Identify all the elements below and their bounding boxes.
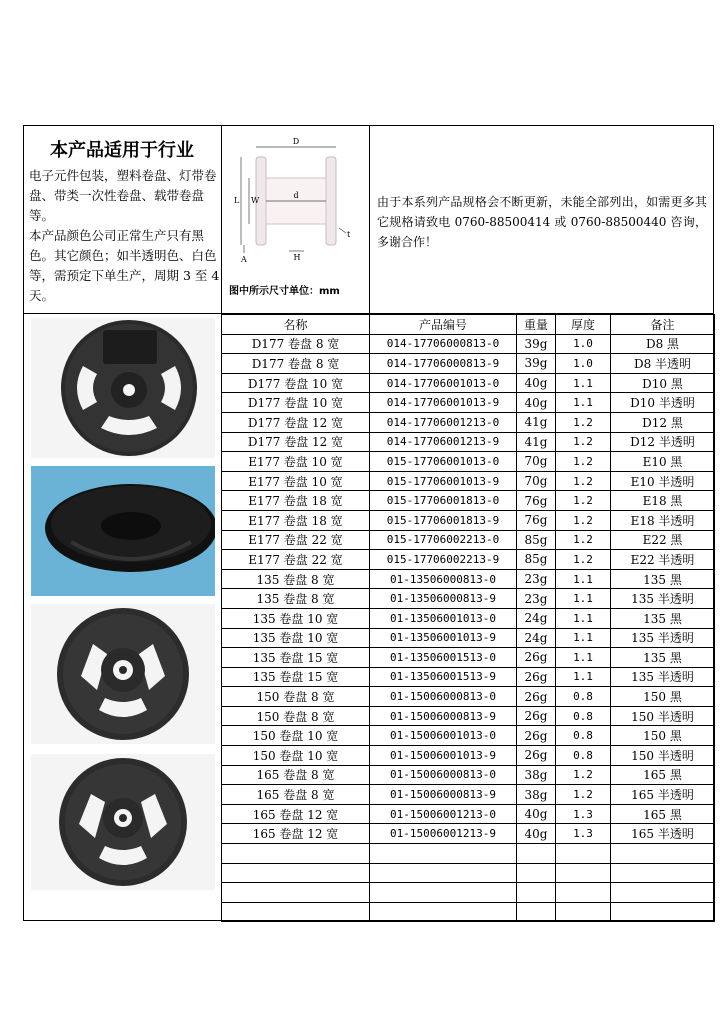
- cell-remark: D12 黑: [611, 412, 715, 432]
- diagram-caption: 图中所示尺寸单位：mm: [229, 286, 340, 297]
- cell-thickness: 1.2: [556, 491, 611, 511]
- cell-name: E177 卷盘 22 宽: [222, 550, 370, 570]
- cell-product-code: 014-17706001213-9: [370, 432, 517, 452]
- table-row: [222, 354, 715, 374]
- cell-remark: D10 黑: [611, 373, 715, 393]
- cell-weight: 24g: [517, 628, 556, 648]
- cell-name: 135 卷盘 15 宽: [222, 648, 370, 668]
- cell-remark: [611, 902, 715, 922]
- cell-product-code: 014-17706000813-0: [370, 334, 517, 354]
- table-row: [222, 589, 715, 609]
- cell-remark: 150 半透明: [611, 706, 715, 726]
- table-row: [222, 785, 715, 805]
- cell-name: 150 卷盘 10 宽: [222, 726, 370, 746]
- cell-thickness: 1.3: [556, 804, 611, 824]
- header-thickness: 厚度: [556, 315, 611, 335]
- cell-name: 165 卷盘 8 宽: [222, 785, 370, 805]
- cell-name: 135 卷盘 8 宽: [222, 589, 370, 609]
- cell-remark: 165 黑: [611, 804, 715, 824]
- cell-thickness: 1.2: [556, 471, 611, 491]
- cell-product-code: 01-13506000813-9: [370, 589, 517, 609]
- table-row: [222, 471, 715, 491]
- cell-product-code: 015-17706001813-9: [370, 510, 517, 530]
- cell-thickness: 1.2: [556, 510, 611, 530]
- cell-product-code: 015-17706001013-9: [370, 471, 517, 491]
- cell-remark: D12 半透明: [611, 432, 715, 452]
- cell-product-code: 014-17706001213-0: [370, 412, 517, 432]
- cell-remark: 135 黑: [611, 608, 715, 628]
- cell-thickness: 1.1: [556, 667, 611, 687]
- dim-label-H: H: [293, 253, 301, 262]
- cell-thickness: 0.8: [556, 706, 611, 726]
- cell-remark: E10 半透明: [611, 471, 715, 491]
- cell-thickness: 1.1: [556, 589, 611, 609]
- table-row: [222, 628, 715, 648]
- cell-weight: 40g: [517, 393, 556, 413]
- cell-weight: 26g: [517, 667, 556, 687]
- cell-product-code: 01-15006001013-9: [370, 746, 517, 766]
- table-row: [222, 608, 715, 628]
- industry-title: 本产品适用于行业: [50, 140, 194, 161]
- cell-thickness: 1.1: [556, 628, 611, 648]
- cell-remark: E10 黑: [611, 452, 715, 472]
- cell-remark: 165 半透明: [611, 785, 715, 805]
- cell-name: D177 卷盘 10 宽: [222, 393, 370, 413]
- cell-weight: 76g: [517, 510, 556, 530]
- cell-product-code: 01-15006001213-9: [370, 824, 517, 844]
- cell-name: D177 卷盘 12 宽: [222, 412, 370, 432]
- cell-name: 135 卷盘 10 宽: [222, 608, 370, 628]
- cell-name: D177 卷盘 8 宽: [222, 354, 370, 374]
- cell-thickness: [556, 902, 611, 922]
- table-row: [222, 804, 715, 824]
- cell-product-code: 014-17706000813-9: [370, 354, 517, 374]
- cell-weight: 26g: [517, 687, 556, 707]
- cell-weight: 40g: [517, 373, 556, 393]
- cell-remark: D8 半透明: [611, 354, 715, 374]
- cell-weight: [517, 883, 556, 903]
- cell-product-code: [370, 902, 517, 922]
- cell-remark: [611, 883, 715, 903]
- reel-dimension-diagram: [229, 133, 363, 273]
- cell-thickness: [556, 844, 611, 864]
- table-row: [222, 569, 715, 589]
- cell-product-code: 015-17706001013-0: [370, 452, 517, 472]
- table-row: [222, 530, 715, 550]
- table-row: [222, 393, 715, 413]
- table-row: [222, 726, 715, 746]
- header-product-code: 产品编号: [370, 315, 517, 335]
- cell-name: E177 卷盘 22 宽: [222, 530, 370, 550]
- dim-label-D: D: [292, 137, 300, 146]
- cell-weight: 23g: [517, 569, 556, 589]
- cell-thickness: 1.1: [556, 373, 611, 393]
- header-remark: 备注: [611, 315, 715, 335]
- notice-text: 由于本系列产品规格会不断更新，未能全部列出，如需更多其它规格请致电 0760-88500414 或 0760-88500440 咨询，多谢合作！: [377, 195, 707, 249]
- cell-thickness: 1.2: [556, 785, 611, 805]
- table-row: [222, 334, 715, 354]
- reel-photo-135: [31, 604, 215, 744]
- cell-name: E177 卷盘 10 宽: [222, 452, 370, 472]
- cell-product-code: [370, 844, 517, 864]
- cell-thickness: 1.1: [556, 648, 611, 668]
- table-row: [222, 452, 715, 472]
- cell-name: 165 卷盘 12 宽: [222, 804, 370, 824]
- cell-product-code: 01-15006001013-0: [370, 726, 517, 746]
- cell-remark: D10 半透明: [611, 393, 715, 413]
- cell-weight: 40g: [517, 824, 556, 844]
- cell-product-code: 015-17706001813-0: [370, 491, 517, 511]
- cell-thickness: [556, 883, 611, 903]
- cell-product-code: 015-17706002213-9: [370, 550, 517, 570]
- cell-product-code: [370, 863, 517, 883]
- cell-weight: 26g: [517, 746, 556, 766]
- cell-thickness: 1.2: [556, 530, 611, 550]
- cell-weight: 26g: [517, 648, 556, 668]
- cell-product-code: 01-15006001213-0: [370, 804, 517, 824]
- cell-weight: 85g: [517, 550, 556, 570]
- dim-label-L: L: [234, 196, 240, 205]
- table-row: [222, 373, 715, 393]
- cell-name: E177 卷盘 18 宽: [222, 491, 370, 511]
- cell-name: [222, 902, 370, 922]
- dim-label-A: A: [241, 255, 247, 264]
- cell-remark: E22 半透明: [611, 550, 715, 570]
- dim-label-t: t: [347, 230, 351, 239]
- cell-name: 150 卷盘 8 宽: [222, 706, 370, 726]
- cell-name: D177 卷盘 10 宽: [222, 373, 370, 393]
- table-row: [222, 510, 715, 530]
- header-name: 名称: [222, 315, 370, 335]
- cell-product-code: [370, 883, 517, 903]
- reel-photo-165: [31, 754, 215, 890]
- cell-weight: 85g: [517, 530, 556, 550]
- cell-name: 150 卷盘 10 宽: [222, 746, 370, 766]
- table-row: [222, 902, 715, 922]
- cell-product-code: 01-15006000813-9: [370, 706, 517, 726]
- cell-product-code: 01-13506001513-9: [370, 667, 517, 687]
- cell-remark: 165 黑: [611, 765, 715, 785]
- cell-remark: D8 黑: [611, 334, 715, 354]
- cell-remark: [611, 844, 715, 864]
- cell-thickness: 1.3: [556, 824, 611, 844]
- cell-product-code: 01-13506001013-9: [370, 628, 517, 648]
- cell-thickness: 1.2: [556, 550, 611, 570]
- table-row: [222, 863, 715, 883]
- cell-weight: 39g: [517, 334, 556, 354]
- cell-remark: 150 黑: [611, 726, 715, 746]
- cell-product-code: 01-15006000813-0: [370, 765, 517, 785]
- header-weight: 重量: [517, 315, 556, 335]
- cell-weight: 76g: [517, 491, 556, 511]
- cell-product-code: 015-17706002213-0: [370, 530, 517, 550]
- cell-thickness: 1.2: [556, 452, 611, 472]
- cell-product-code: 01-13506000813-0: [370, 569, 517, 589]
- cell-remark: E22 黑: [611, 530, 715, 550]
- table-row: [222, 746, 715, 766]
- cell-thickness: 0.8: [556, 726, 611, 746]
- cell-thickness: 1.2: [556, 432, 611, 452]
- cell-thickness: 1.0: [556, 334, 611, 354]
- cell-weight: 40g: [517, 804, 556, 824]
- table-row: [222, 883, 715, 903]
- table-row: [222, 844, 715, 864]
- top-middle-divider: [369, 125, 370, 314]
- table-row: [222, 667, 715, 687]
- dim-label-W: W: [251, 196, 260, 205]
- cell-remark: 135 半透明: [611, 667, 715, 687]
- cell-remark: 135 黑: [611, 648, 715, 668]
- table-row: [222, 765, 715, 785]
- cell-weight: [517, 902, 556, 922]
- cell-thickness: 1.1: [556, 569, 611, 589]
- cell-weight: 41g: [517, 432, 556, 452]
- cell-weight: 38g: [517, 785, 556, 805]
- cell-thickness: 1.2: [556, 765, 611, 785]
- cell-name: 165 卷盘 8 宽: [222, 765, 370, 785]
- table-row: [222, 550, 715, 570]
- cell-name: 165 卷盘 12 宽: [222, 824, 370, 844]
- table-row: [222, 432, 715, 452]
- reel-photo-d177: [31, 318, 215, 458]
- table-row: [222, 491, 715, 511]
- cell-name: [222, 863, 370, 883]
- cell-thickness: 1.1: [556, 393, 611, 413]
- cell-thickness: 1.0: [556, 354, 611, 374]
- cell-weight: 24g: [517, 608, 556, 628]
- cell-thickness: 0.8: [556, 687, 611, 707]
- cell-name: E177 卷盘 10 宽: [222, 471, 370, 491]
- table-row: [222, 824, 715, 844]
- cell-weight: 38g: [517, 765, 556, 785]
- cell-weight: 26g: [517, 726, 556, 746]
- cell-name: 150 卷盘 8 宽: [222, 687, 370, 707]
- cell-weight: 23g: [517, 589, 556, 609]
- cell-thickness: 0.8: [556, 746, 611, 766]
- cell-weight: 41g: [517, 412, 556, 432]
- cell-remark: E18 黑: [611, 491, 715, 511]
- cell-remark: [611, 863, 715, 883]
- cell-remark: 135 黑: [611, 569, 715, 589]
- cell-name: [222, 844, 370, 864]
- industry-paragraph-2: 本产品颜色公司正常生产只有黑色。其它颜色；如半透明色、白色等，需预定下单生产，周期 3 至 4 天。: [29, 228, 220, 303]
- table-row: [222, 706, 715, 726]
- cell-name: 135 卷盘 10 宽: [222, 628, 370, 648]
- cell-product-code: 01-13506001513-0: [370, 648, 517, 668]
- cell-product-code: 01-15006000813-0: [370, 687, 517, 707]
- cell-remark: 150 黑: [611, 687, 715, 707]
- table-row: [222, 648, 715, 668]
- table-header-row: [222, 315, 715, 335]
- cell-weight: [517, 863, 556, 883]
- cell-remark: E18 半透明: [611, 510, 715, 530]
- cell-remark: 135 半透明: [611, 628, 715, 648]
- cell-remark: 150 半透明: [611, 746, 715, 766]
- cell-product-code: 014-17706001013-0: [370, 373, 517, 393]
- cell-thickness: 1.2: [556, 412, 611, 432]
- cell-name: E177 卷盘 18 宽: [222, 510, 370, 530]
- spec-table: [221, 314, 715, 922]
- cell-name: 135 卷盘 8 宽: [222, 569, 370, 589]
- industry-paragraph-1: 电子元件包装，塑料卷盘、灯带卷盘、带类一次性卷盘、载带卷盘等。: [29, 168, 217, 223]
- cell-name: D177 卷盘 12 宽: [222, 432, 370, 452]
- cell-product-code: 01-13506001013-0: [370, 608, 517, 628]
- cell-weight: 70g: [517, 452, 556, 472]
- dim-label-d: d: [293, 191, 299, 200]
- cell-product-code: 014-17706001013-9: [370, 393, 517, 413]
- table-row: [222, 412, 715, 432]
- cell-name: [222, 883, 370, 903]
- cell-name: D177 卷盘 8 宽: [222, 334, 370, 354]
- cell-weight: [517, 844, 556, 864]
- cell-thickness: [556, 863, 611, 883]
- reel-photo-e177: [31, 466, 215, 596]
- cell-weight: 39g: [517, 354, 556, 374]
- cell-product-code: 01-15006000813-9: [370, 785, 517, 805]
- table-row: [222, 687, 715, 707]
- cell-thickness: 1.1: [556, 608, 611, 628]
- cell-weight: 26g: [517, 706, 556, 726]
- cell-remark: 135 半透明: [611, 589, 715, 609]
- cell-weight: 70g: [517, 471, 556, 491]
- cell-name: 135 卷盘 15 宽: [222, 667, 370, 687]
- cell-remark: 165 半透明: [611, 824, 715, 844]
- industry-description: [29, 166, 221, 306]
